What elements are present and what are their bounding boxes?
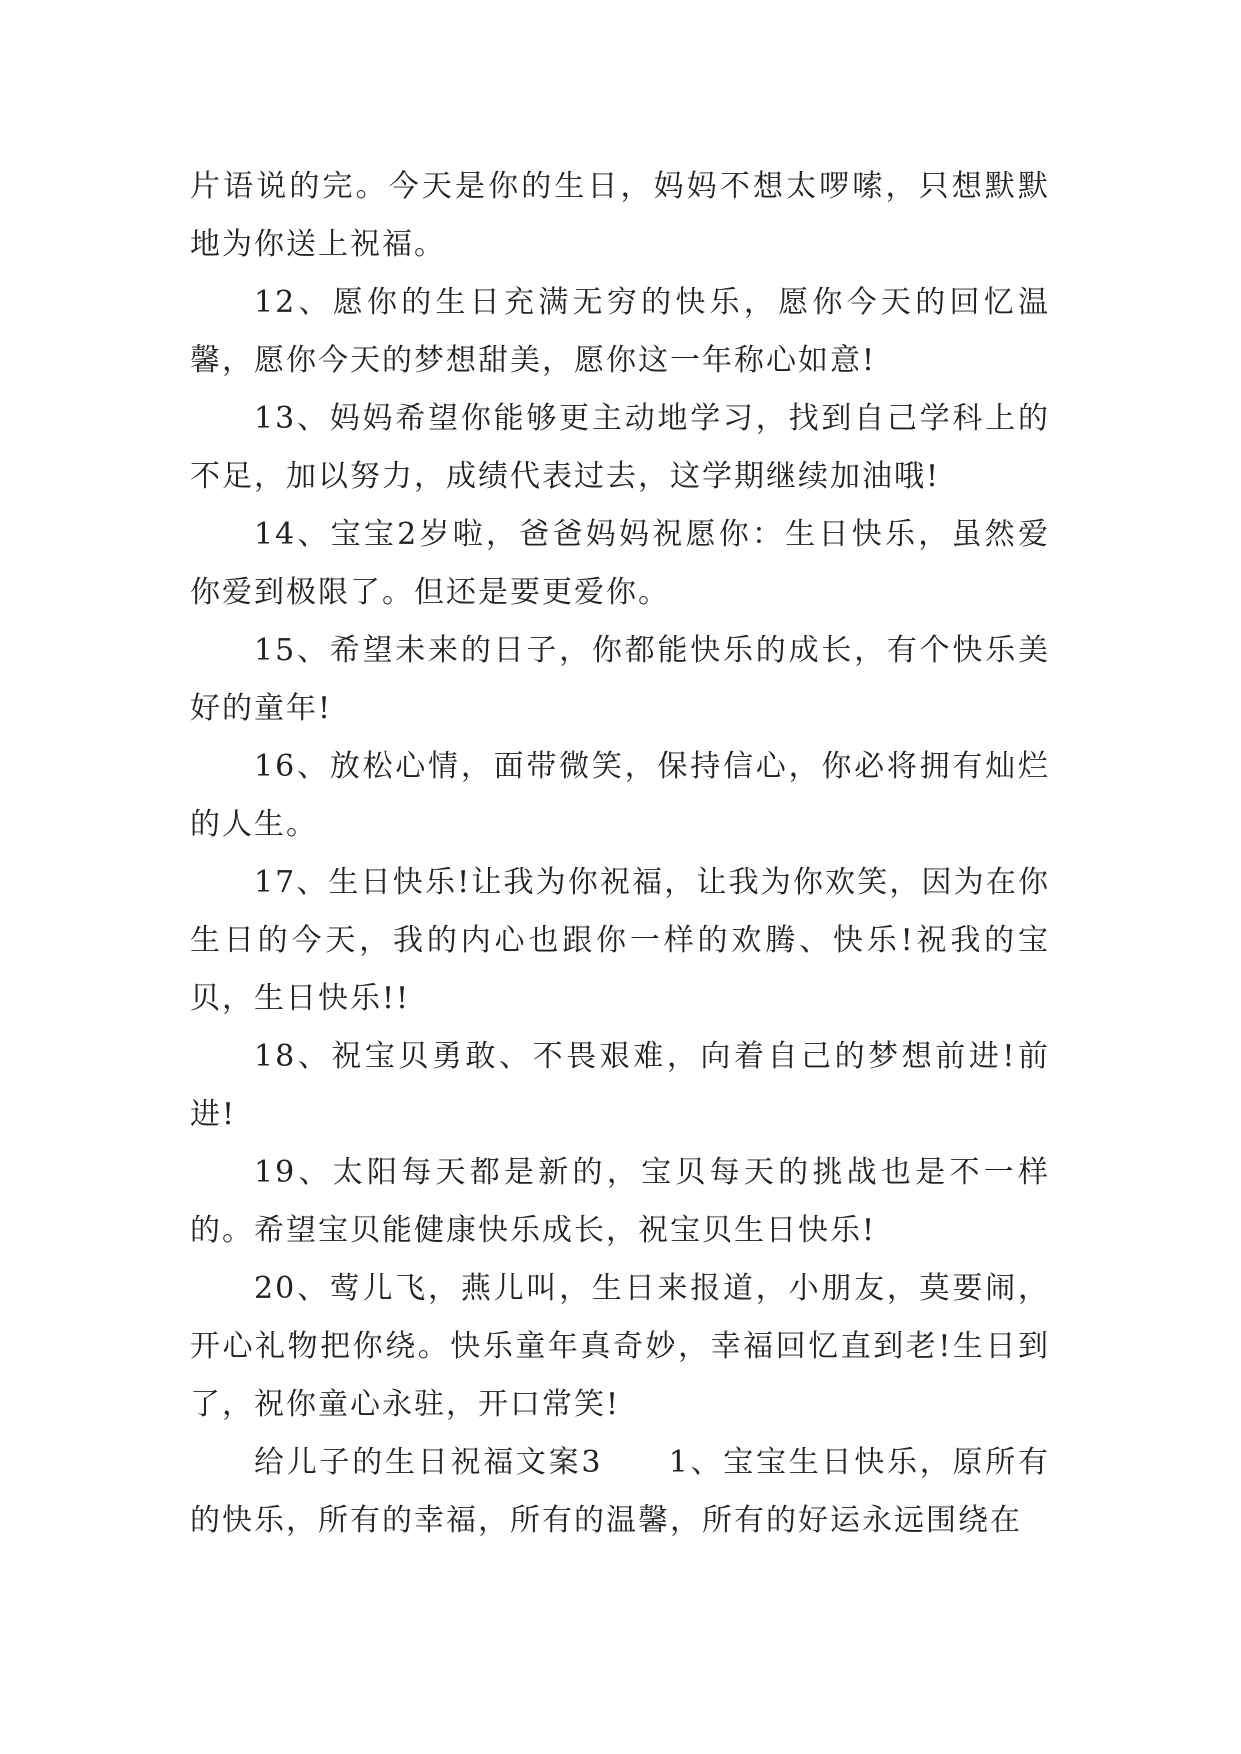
paragraph-wish-16: 16、放松心情，面带微笑，保持信心，你必将拥有灿烂的人生。 bbox=[190, 749, 1050, 842]
paragraph-wish-18: 18、祝宝贝勇敢、不畏艰难，向着自己的梦想前进!前进! bbox=[190, 1039, 1050, 1132]
paragraph-section-3-start: 给儿子的生日祝福文案3 1、宝宝生日快乐，原所有的快乐，所有的幸福，所有的温馨，所有的好运永远围绕在 bbox=[190, 1445, 1050, 1538]
paragraph-wish-20: 20、莺儿飞，燕儿叫，生日来报道，小朋友，莫要闹，开心礼物把你绕。快乐童年真奇妙，幸福回忆直到老!生日到了，祝你童心永驻，开口常笑! bbox=[190, 1271, 1050, 1422]
paragraph-wish-19: 19、太阳每天都是新的，宝贝每天的挑战也是不一样的。希望宝贝能健康快乐成长，祝宝贝生日快乐! bbox=[190, 1155, 1050, 1248]
paragraph-wish-13: 13、妈妈希望你能够更主动地学习，找到自己学科上的不足，加以努力，成绩代表过去，这学期继续加油哦! bbox=[190, 401, 1050, 494]
paragraph-wish-14: 14、宝宝2岁啦，爸爸妈妈祝愿你：生日快乐，虽然爱你爱到极限了。但还是要更爱你。 bbox=[190, 517, 1050, 610]
paragraph-wish-17: 17、生日快乐!让我为你祝福，让我为你欢笑，因为在你生日的今天，我的内心也跟你一样的欢腾、快乐!祝我的宝贝，生日快乐!! bbox=[190, 865, 1050, 1016]
paragraph-wish-12: 12、愿你的生日充满无穷的快乐，愿你今天的回忆温馨，愿你今天的梦想甜美，愿你这一年称心如意! bbox=[190, 285, 1050, 378]
paragraph-continuation: 片语说的完。今天是你的生日，妈妈不想太啰嗦，只想默默地为你送上祝福。 bbox=[190, 169, 1050, 262]
paragraph-wish-15: 15、希望未来的日子，你都能快乐的成长，有个快乐美好的童年! bbox=[190, 633, 1050, 726]
document-body bbox=[190, 158, 1050, 1550]
